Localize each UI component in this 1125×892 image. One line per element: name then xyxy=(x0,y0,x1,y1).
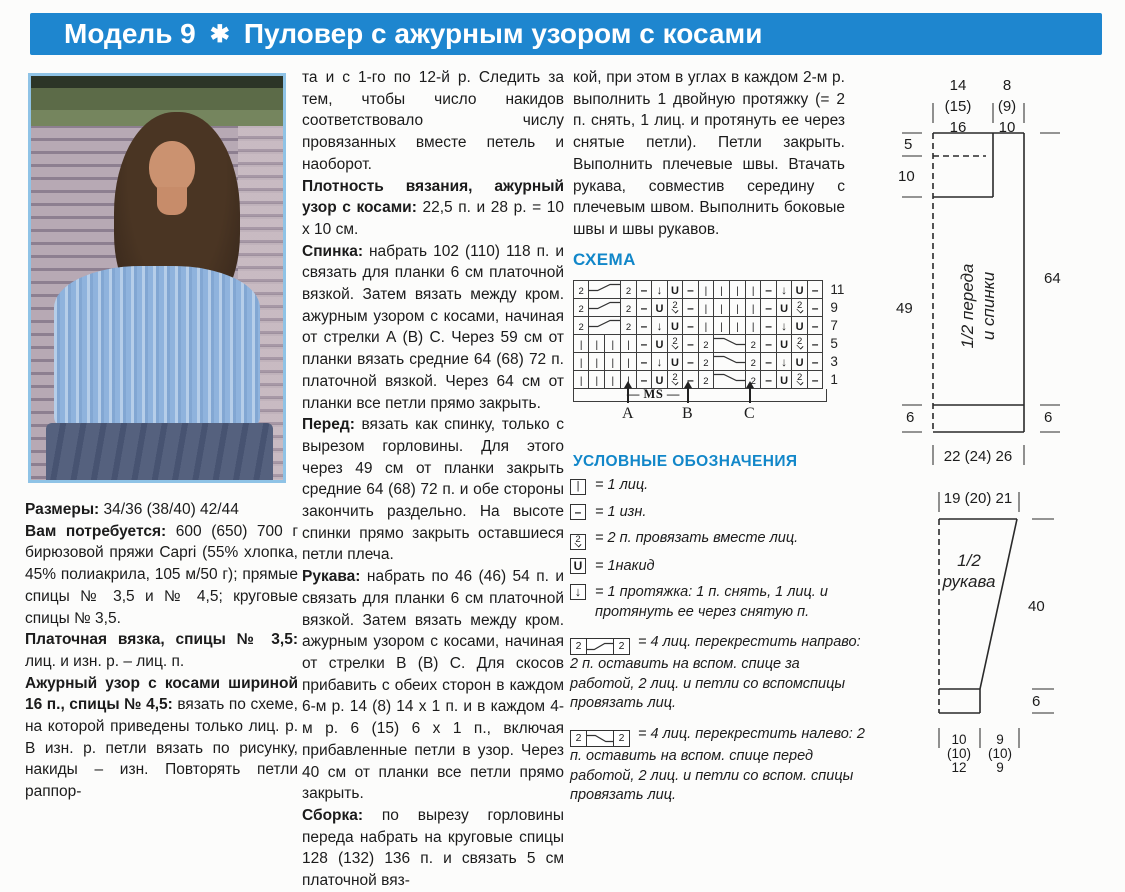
chart-cell: | xyxy=(698,281,713,299)
chart-cell: | xyxy=(621,371,636,389)
chart-cell: | xyxy=(605,353,621,371)
chart-cell: | xyxy=(589,353,605,371)
photo-blue-sweater xyxy=(54,266,261,428)
body-side-49: 49 xyxy=(896,300,913,317)
sleeves-paragraph: Рукава: набрать по 46 (46) 54 п. и связать для планки 6 см платочной вязкой. Затем вязать между кром. ажурным узором с косами, начиная от стрелки В (В) С. Для скосов прибавить с обеих сторон в каждом 6-м р. 14 (8) 14 х 1 п. и в каждом 4-м р. 6 (15) 6 х 1 п., включая прибавленные петли в узор. Через 40 см от планки все петли прямо закрыть. xyxy=(302,568,565,803)
lace-pattern-paragraph: Ажурный узор с косами шириной 16 п., спицы № 4,5: вязать по схеме, на которой приведены только лиц. р. В изн. р. петли вязать по рисунку, накиды – изн. Повторять петли раппор- xyxy=(25,674,298,801)
chart-cell: 2 xyxy=(574,281,589,299)
chart-cell: | xyxy=(746,299,761,317)
body-shoulder-10: 10 xyxy=(898,168,915,185)
chart-cell: – xyxy=(636,317,651,335)
chart-cell: | xyxy=(605,371,621,389)
chart-row-number: 3 xyxy=(830,353,838,369)
yarnover-symbol: U xyxy=(570,557,586,577)
legend-heading: УСЛОВНЫЕ ОБОЗНАЧЕНИЯ xyxy=(573,453,798,470)
body-side-64: 64 xyxy=(1044,270,1061,287)
chart-row xyxy=(574,353,853,371)
chart-cell: U xyxy=(667,353,683,371)
chart-cell: U xyxy=(776,299,792,317)
legend-item-k2tog: 2 = 2 п. провязать вместе лиц. xyxy=(570,529,866,550)
chart-cell xyxy=(714,353,746,371)
chart-cell xyxy=(589,299,621,317)
k2tog-symbol: 2 xyxy=(570,529,586,550)
ms-bracket xyxy=(573,389,827,402)
chart-row-number: 11 xyxy=(830,281,845,297)
chart-cell: | xyxy=(746,317,761,335)
legend-item-knit: | = 1 лиц. xyxy=(570,476,866,496)
assembly-continued-paragraph: кой, при этом в углах в каждом 2-м р. выполнить 1 двойную протяжку (= 2 п. снять, 1 лиц. и протянуть ее через снятые петли). Петли закрыть. Выполнить плечевые швы. Втачать рукава, совместив середину с плечевым швом. Выполнить боковые швы и швы рукавов. xyxy=(573,69,845,238)
pattern-note-paragraph: та и с 1-го по 12-й р. Следить за тем, чтобы число накидов соответствовало числу провязанных вместе петель и наоборот. xyxy=(302,69,564,173)
arrow-b-label: B xyxy=(682,405,693,422)
chart-row-number: 5 xyxy=(830,335,838,351)
chart-row-number: 1 xyxy=(830,371,838,387)
chart-cell: | xyxy=(714,317,730,335)
model-photo xyxy=(28,73,286,483)
chart-cell: – xyxy=(636,353,651,371)
chart-cell: | xyxy=(730,299,746,317)
chart-cell: – xyxy=(807,353,822,371)
chart-cell: ↓ xyxy=(776,317,792,335)
chart-cell: 2 xyxy=(746,371,761,389)
body-neck-depth-5: 5 xyxy=(904,136,913,153)
arrow-a-label: A xyxy=(622,405,634,422)
chart-cell: – xyxy=(761,299,776,317)
chart-cell: ↓ xyxy=(652,281,668,299)
chart-cell xyxy=(714,335,746,353)
chart-cell xyxy=(714,371,746,389)
legend-item-yarnover: U = 1накид xyxy=(570,557,866,577)
assembly-paragraph: Сборка: по вырезу горловины переда набрать на круговые спицы 128 (132) 136 п. и связать 5 см платочной вяз- xyxy=(302,806,564,890)
chart-cell: U xyxy=(792,317,808,335)
body-schematic xyxy=(860,70,1125,480)
chart-cell: – xyxy=(636,335,651,353)
chart-cell: – xyxy=(761,281,776,299)
arrow-c-label: C xyxy=(744,405,755,422)
chart-cell: ↓ xyxy=(652,353,668,371)
legend-item-cable-left: 2 2 = 4 лиц. перекрестить налево: 2 п. оставить на вспом. спице перед работой, 2 лиц. и петли со вспом. спицы провязать лиц. xyxy=(570,725,865,803)
photo-face xyxy=(149,141,194,194)
chart-cell: U xyxy=(776,335,792,353)
chart-cell: 2 xyxy=(667,299,683,317)
chart-cell: – xyxy=(761,317,776,335)
gauge-paragraph: Плотность вязания, ажурный узор с косами: 22,5 п. и 28 р. = 10 х 10 см. xyxy=(302,177,564,238)
chart-cell: U xyxy=(792,353,808,371)
chart-cell: 2 xyxy=(574,317,589,335)
body-bottom-width: 22 (24) 26 xyxy=(943,448,1013,465)
chart-cell: | xyxy=(698,299,713,317)
sleeve-schematic xyxy=(860,480,1125,804)
chart-cell: U xyxy=(652,371,668,389)
assembly-continued-column xyxy=(573,67,845,241)
chart-cell: | xyxy=(730,317,746,335)
chart-row xyxy=(574,299,853,317)
chart-cell: – xyxy=(683,317,698,335)
chart-cell: 2 xyxy=(574,299,589,317)
sleeve-cuff-6: 6 xyxy=(1032,693,1041,710)
chart-cell: – xyxy=(807,299,822,317)
chart-cell: – xyxy=(761,371,776,389)
chart-cell: 2 xyxy=(792,335,808,353)
chart-row xyxy=(574,335,853,353)
instructions-column xyxy=(302,67,564,892)
chart-cell: – xyxy=(807,371,822,389)
schema-heading: СХЕМА xyxy=(573,250,636,269)
chart-cell: 2 xyxy=(792,299,808,317)
asterisk-icon: ✱ xyxy=(209,20,230,48)
knitting-chart xyxy=(573,280,853,422)
garter-stitch-paragraph: Платочная вязка, спицы № 3,5: лиц. и изн. р. – лиц. п. xyxy=(25,631,298,670)
legend-item-cable-right: 2 2 = 4 лиц. перекрестить направо: 2 п. оставить на вспом. спице за работой, 2 лиц. и петли со вспомспицы провязать лиц. xyxy=(570,634,861,712)
chart-cell: U xyxy=(652,299,668,317)
chart-cell: – xyxy=(636,281,651,299)
sleeve-side-40: 40 xyxy=(1028,598,1045,615)
chart-cell: U xyxy=(792,281,808,299)
purl-symbol: – xyxy=(570,503,586,523)
chart-cell: 2 xyxy=(621,317,636,335)
chart-cell: – xyxy=(807,317,822,335)
symbol-legend xyxy=(570,476,866,806)
chart-cell: | xyxy=(698,317,713,335)
chart-cell: | xyxy=(621,353,636,371)
chart-cell: – xyxy=(683,353,698,371)
model-number: Модель 9 xyxy=(64,18,196,49)
chart-cell: U xyxy=(776,371,792,389)
chart-cell: – xyxy=(683,299,698,317)
chart-cell: 2 xyxy=(792,371,808,389)
chart-cell: U xyxy=(667,317,683,335)
materials-paragraph: Вам потребуется: 600 (650) 700 г бирюзовой пряжи Capri (55% хлопка, 45% полиакрила, 105 м/50 г); прямые спицы № 3,5 и № 4,5; круговые спицы № 3,5. xyxy=(25,522,299,627)
sleeve-bottom-left: 10 (10) 12 xyxy=(946,732,971,775)
chart-cell: 2 xyxy=(621,281,636,299)
sleeve-top-width: 19 (20) 21 xyxy=(943,490,1013,507)
materials-column xyxy=(25,499,298,803)
ms-label: — MS — xyxy=(627,387,680,402)
chart-cell: | xyxy=(730,281,746,299)
chart-cell: – xyxy=(761,335,776,353)
sleeve-bottom-right: 9 (10) 9 xyxy=(987,732,1012,775)
chart-cell: – xyxy=(807,335,822,353)
chart-cell: 2 xyxy=(667,371,683,389)
chart-cell: | xyxy=(589,371,605,389)
back-paragraph: Спинка: набрать 102 (110) 118 п. и связать для планки 6 см платочной вязкой. Затем вязать между кром. ажурным узором с косами, начиная от стрелки А (В) С. Через 59 см от планки вязать средние 64 (68) 72 п. платочной вязкой. Через 64 см от планки все петли прямо закрыть. xyxy=(302,242,564,412)
chart-row xyxy=(574,371,853,389)
chart-cell xyxy=(589,317,621,335)
chart-cell: – xyxy=(807,281,822,299)
chart-cell: 2 xyxy=(698,371,713,389)
cable-left-symbol: 2 2 xyxy=(570,726,634,742)
chart-cell: | xyxy=(589,335,605,353)
sleeve-piece-label: 1/2 рукава xyxy=(942,551,996,591)
chart-row-number: 7 xyxy=(830,317,838,333)
chart-grid xyxy=(573,280,853,389)
chart-cell: | xyxy=(605,335,621,353)
chart-cell: – xyxy=(683,371,698,389)
chart-cell: | xyxy=(714,281,730,299)
chart-cell: ↓ xyxy=(776,281,792,299)
chart-cell: | xyxy=(574,353,589,371)
chart-cell: 2 xyxy=(698,335,713,353)
chart-cell: | xyxy=(714,299,730,317)
chart-cell: 2 xyxy=(621,299,636,317)
slip-symbol: ↓ xyxy=(570,583,586,603)
chart-cell: | xyxy=(574,371,589,389)
cable-right-symbol: 2 2 xyxy=(570,634,634,650)
body-hem-6-right: 6 xyxy=(1044,409,1053,426)
chart-cell: 2 xyxy=(746,335,761,353)
photo-jeans xyxy=(46,423,273,480)
chart-cell: | xyxy=(621,335,636,353)
body-top-width-right: 8 (9) 10 xyxy=(997,77,1017,136)
chart-cell: U xyxy=(667,281,683,299)
chart-cell: 2 xyxy=(667,335,683,353)
legend-item-purl: – = 1 изн. xyxy=(570,503,866,523)
chart-cell: – xyxy=(636,371,651,389)
page-title: Пуловер с ажурным узором с косами xyxy=(243,18,763,49)
body-hem-6-left: 6 xyxy=(906,409,915,426)
body-piece-label: 1/2 переда и спинки xyxy=(958,263,998,349)
chart-row xyxy=(574,317,853,335)
chart-cell xyxy=(589,281,621,299)
front-paragraph: Перед: вязать как спинку, только с вырезом горловины. Для этого через 49 см от планки закрыть средние 64 (68) 72 п. и обе стороны закончить раздельно. На высоте спинки прямо закрыть оставшиеся петли плеча. xyxy=(302,416,564,564)
body-top-width-left: 14 (15) 16 xyxy=(944,77,972,136)
chart-cell: ↓ xyxy=(776,353,792,371)
chart-cell: – xyxy=(636,299,651,317)
chart-cell: – xyxy=(761,353,776,371)
chart-cell: U xyxy=(652,335,668,353)
chart-cell: 2 xyxy=(698,353,713,371)
chart-cell: ↓ xyxy=(652,317,668,335)
knit-symbol: | xyxy=(570,476,586,496)
chart-cell: | xyxy=(746,281,761,299)
chart-row-number: 9 xyxy=(830,299,838,315)
legend-item-slip: ↓ = 1 протяжка: 1 п. снять, 1 лиц. и протянуть ее через снятую п. xyxy=(570,583,866,622)
chart-cell: – xyxy=(683,335,698,353)
chart-cell: – xyxy=(683,281,698,299)
photo-neck xyxy=(157,187,187,215)
sizes-paragraph: Размеры: 34/36 (38/40) 42/44 xyxy=(25,501,239,518)
chart-cell: | xyxy=(574,335,589,353)
header-bar xyxy=(30,13,1102,55)
chart-row xyxy=(574,281,853,299)
chart-cell: 2 xyxy=(746,353,761,371)
